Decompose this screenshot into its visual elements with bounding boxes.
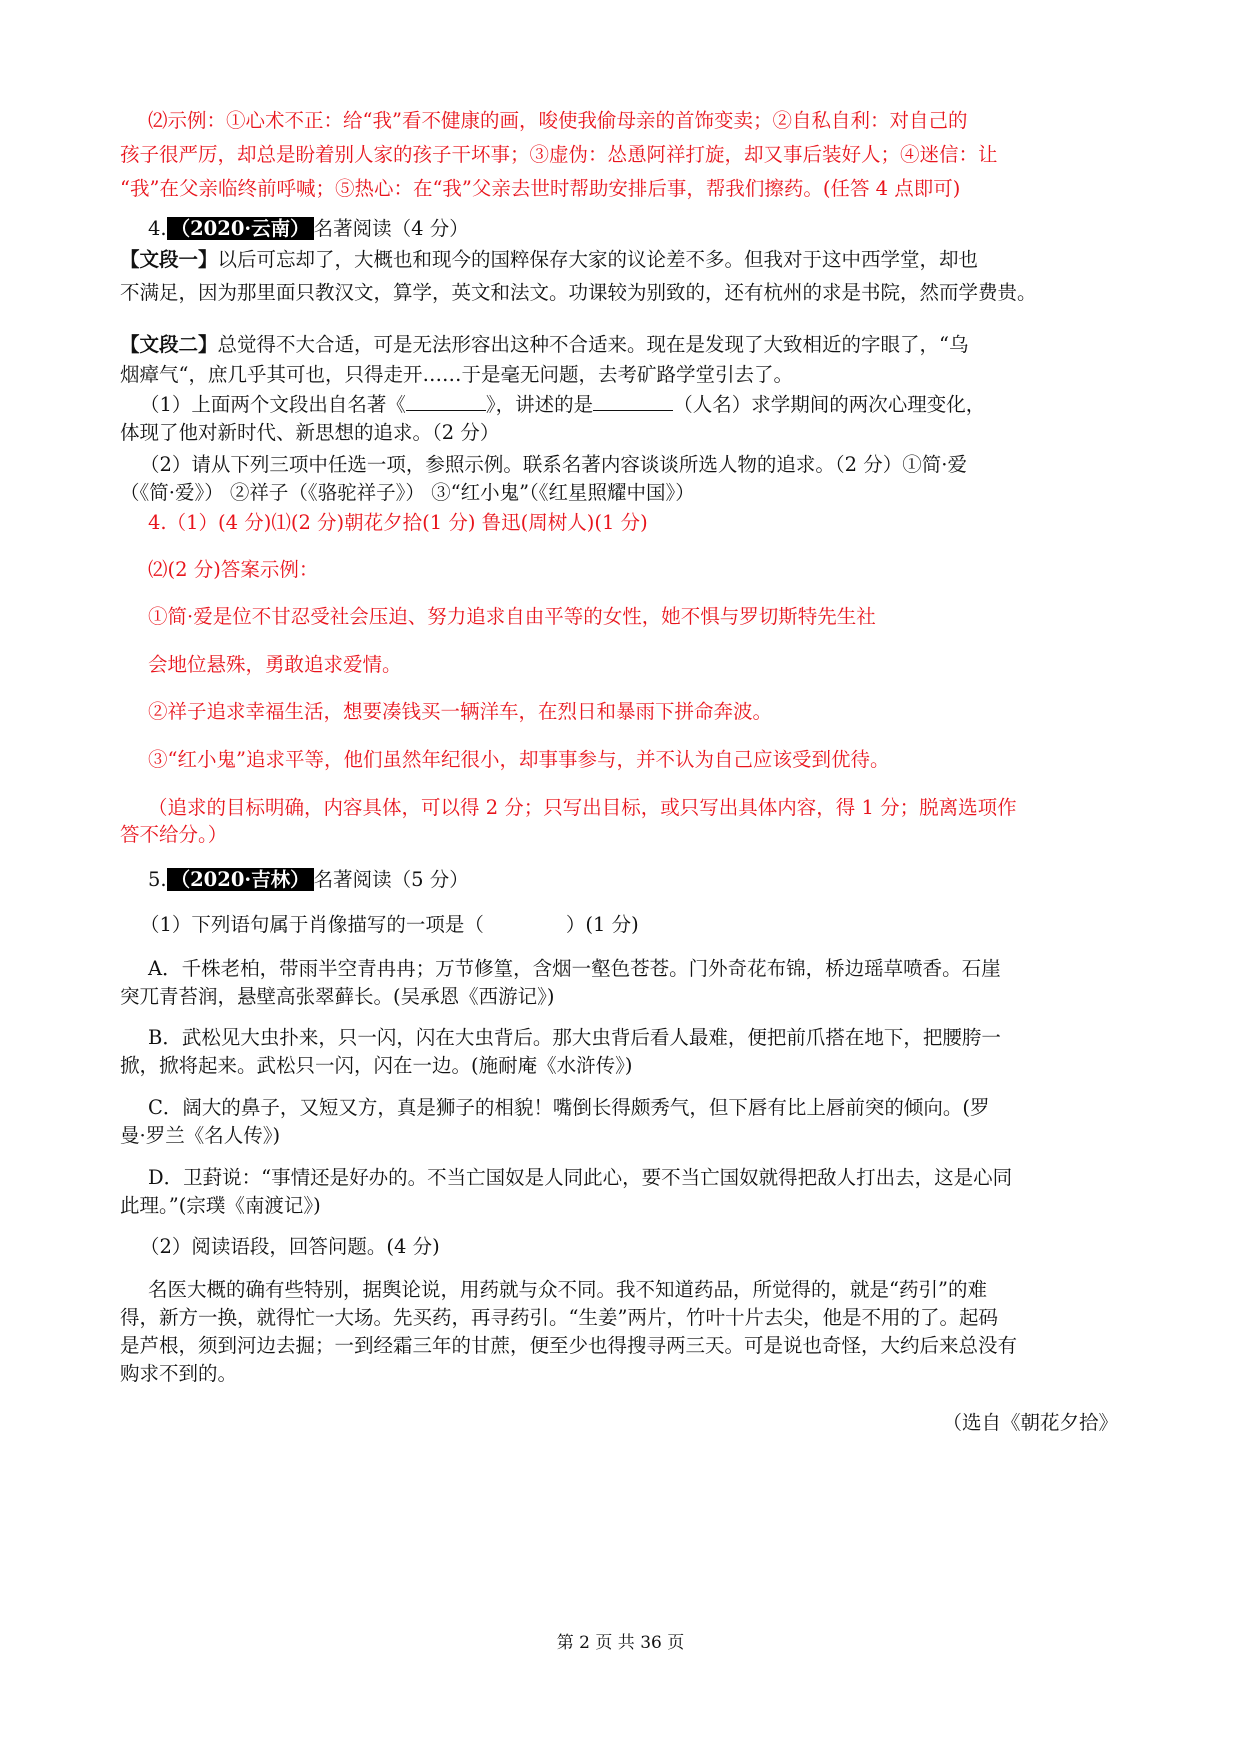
q3-answer-line-2: 孩子很严厉，却总是盼着别人家的孩子干坏事；③虚伪：怂恿阿祥打旋，却又事后装好人；④迷信：让 [120,143,998,166]
q4-passage-2-line-1 [120,332,1130,357]
q4-answer-5: ②祥子追求幸福生活，想要凑钱买一辆洋车，在烈日和暴雨下拼命奔波。 [148,700,773,723]
q4-sub1-text-b: 》，讲述的是 [485,393,594,416]
q4-passage-1-line-2: 不满足，因为那里面只教汉文，算学，英文和法文。功课较为别致的，还有杭州的求是书院，然而学费贵。 [120,281,1037,304]
q4-sub1-line-2: 体现了他对新时代、新思想的追求。（2 分） [120,421,500,444]
q5-title: 名著阅读（5 分） [313,868,469,891]
q3-answer-line-1: ⑵示例：①心术不正：给“我”看不健康的画，唆使我偷母亲的首饰变卖；②自私自利：对自己的 [148,109,968,132]
q4-passage-1-line-1 [120,247,1130,272]
q3-answer-line-3: “我”在父亲临终前呼喊；⑤热心：在“我”父亲去世时帮助安排后事，帮我们擦药。(任答 4 点即可) [120,177,961,200]
q4-title: 名著阅读（4 分） [313,217,469,240]
q4-answer-6: ③“红小鬼”追求平等，他们虽然年纪很小，却事事参与，并不认为自己应该受到优待。 [148,748,890,771]
q5-option-a-line-1: A．千株老柏，带雨半空青冉冉；万节修篁，含烟一壑色苍苍。门外奇花布锦，桥边瑶草喷香。石崖 [148,957,1001,980]
q5-sub1 [140,912,1150,937]
q4-sub1-line-1 [140,392,1150,417]
q4-sub2-line-1: （2）请从下列三项中任选一项，参照示例。联系名著内容谈谈所选人物的追求。（2 分）①简·爱 [140,453,967,476]
q5-passage-line-4: 购求不到的。 [120,1362,238,1385]
q4-source-tag: （2020·云南） [167,217,314,240]
q4-answer-8: 答不给分。） [120,823,228,846]
person-name-blank[interactable] [593,392,673,411]
q5-passage-line-1: 名医大概的确有些特别，据舆论说，用药就与众不同。我不知道药品，所觉得的，就是“药引”的难 [148,1278,987,1301]
q4-sub1-text-c: （人名）求学期间的两次心理变化， [673,393,986,416]
q4-number: 4. [148,217,167,240]
q5-passage-source: （选自《朝花夕拾》 [942,1411,1118,1434]
q4-passage-1-text: 以后可忘却了，大概也和现今的国粹保存大家的议论差不多。但我对于这中西学堂，却也 [217,248,979,271]
q4-answer-2: ⑵(2 分)答案示例： [148,558,319,581]
q4-answer-4: 会地位悬殊，勇敢追求爱情。 [148,653,402,676]
q5-number: 5. [148,868,167,891]
q4-answer-7: （追求的目标明确，内容具体，可以得 2 分；只写出目标，或只写出具体内容，得 1 分；脱离选项作 [148,796,1017,819]
q5-option-c-line-2: 曼·罗兰《名人传》) [120,1124,281,1147]
q4-sub1-text-a: （1）上面两个文段出自名著《 [140,393,406,416]
q5-option-d-line-1: D．卫葑说：“事情还是好办的。不当亡国奴是人同此心，要不当亡国奴就得把敌人打出去，这是心同 [148,1166,1013,1189]
q5-option-d-line-2: 此理。”(宗璞《南渡记》) [120,1194,321,1217]
q5-sub1-text-a: （1）下列语句属于肖像描写的一项是（ [140,913,484,936]
q4-passage-2-text: 总觉得不大合适，可是无法形容出这种不合适来。现在是发现了大致相近的字眼了，“乌 [217,333,969,356]
q5-header [148,867,1158,892]
q5-option-c-line-1: C．阔大的鼻子，又短又方，真是狮子的相貌！嘴倒长得颇秀气，但下唇有比上唇前突的倾向。(罗 [148,1096,990,1119]
q5-option-b-line-1: B．武松见大虫扑来，只一闪，闪在大虫背后。那大虫背后看人最难，便把前爪搭在地下，把腰胯一 [148,1026,1001,1049]
q5-passage-line-2: 得，新方一换，就得忙一大场。先买药，再寻药引。“生姜”两片，竹叶十片去尖，他是不用的了。起码 [120,1306,998,1329]
q5-source-tag: （2020·吉林） [167,868,314,891]
q5-sub1-text-b: ）(1 分) [565,913,639,936]
q4-passage-1-label: 【文段一】 [120,248,218,271]
page-footer: 第 2 页 共 36 页 [556,1633,685,1653]
q5-passage-line-3: 是芦根，须到河边去掘；一到经霜三年的甘蔗，便至少也得搜寻两三天。可是说也奇怪，大约后来总没有 [120,1334,1018,1357]
book-title-blank[interactable] [406,392,486,411]
q4-sub2-line-2: （《简·爱》） ②祥子（《骆驼祥子》） ③“红小鬼”（《红星照耀中国》） [120,481,695,504]
q5-option-b-line-2: 掀，掀将起来。武松只一闪，闪在一边。(施耐庵《水浒传》) [120,1054,633,1077]
q5-option-a-line-2: 突兀青苔润，悬壁高张翠藓长。(吴承恩《西游记》) [120,985,555,1008]
q5-sub2: （2）阅读语段，回答问题。(4 分) [140,1235,440,1258]
q4-answer-1: 4.（1）(4 分)⑴(2 分)朝花夕拾(1 分) 鲁迅(周树人)(1 分) [148,511,648,534]
q4-passage-2-label: 【文段二】 [120,333,218,356]
q4-passage-2-line-2: 烟瘴气“，庶几乎其可也，只得走开……于是毫无问题，去考矿路学堂引去了。 [120,363,793,386]
q4-header [148,216,1158,241]
q4-answer-3: ①简·爱是位不甘忍受社会压迫、努力追求自由平等的女性，她不惧与罗切斯特先生社 [148,605,876,628]
